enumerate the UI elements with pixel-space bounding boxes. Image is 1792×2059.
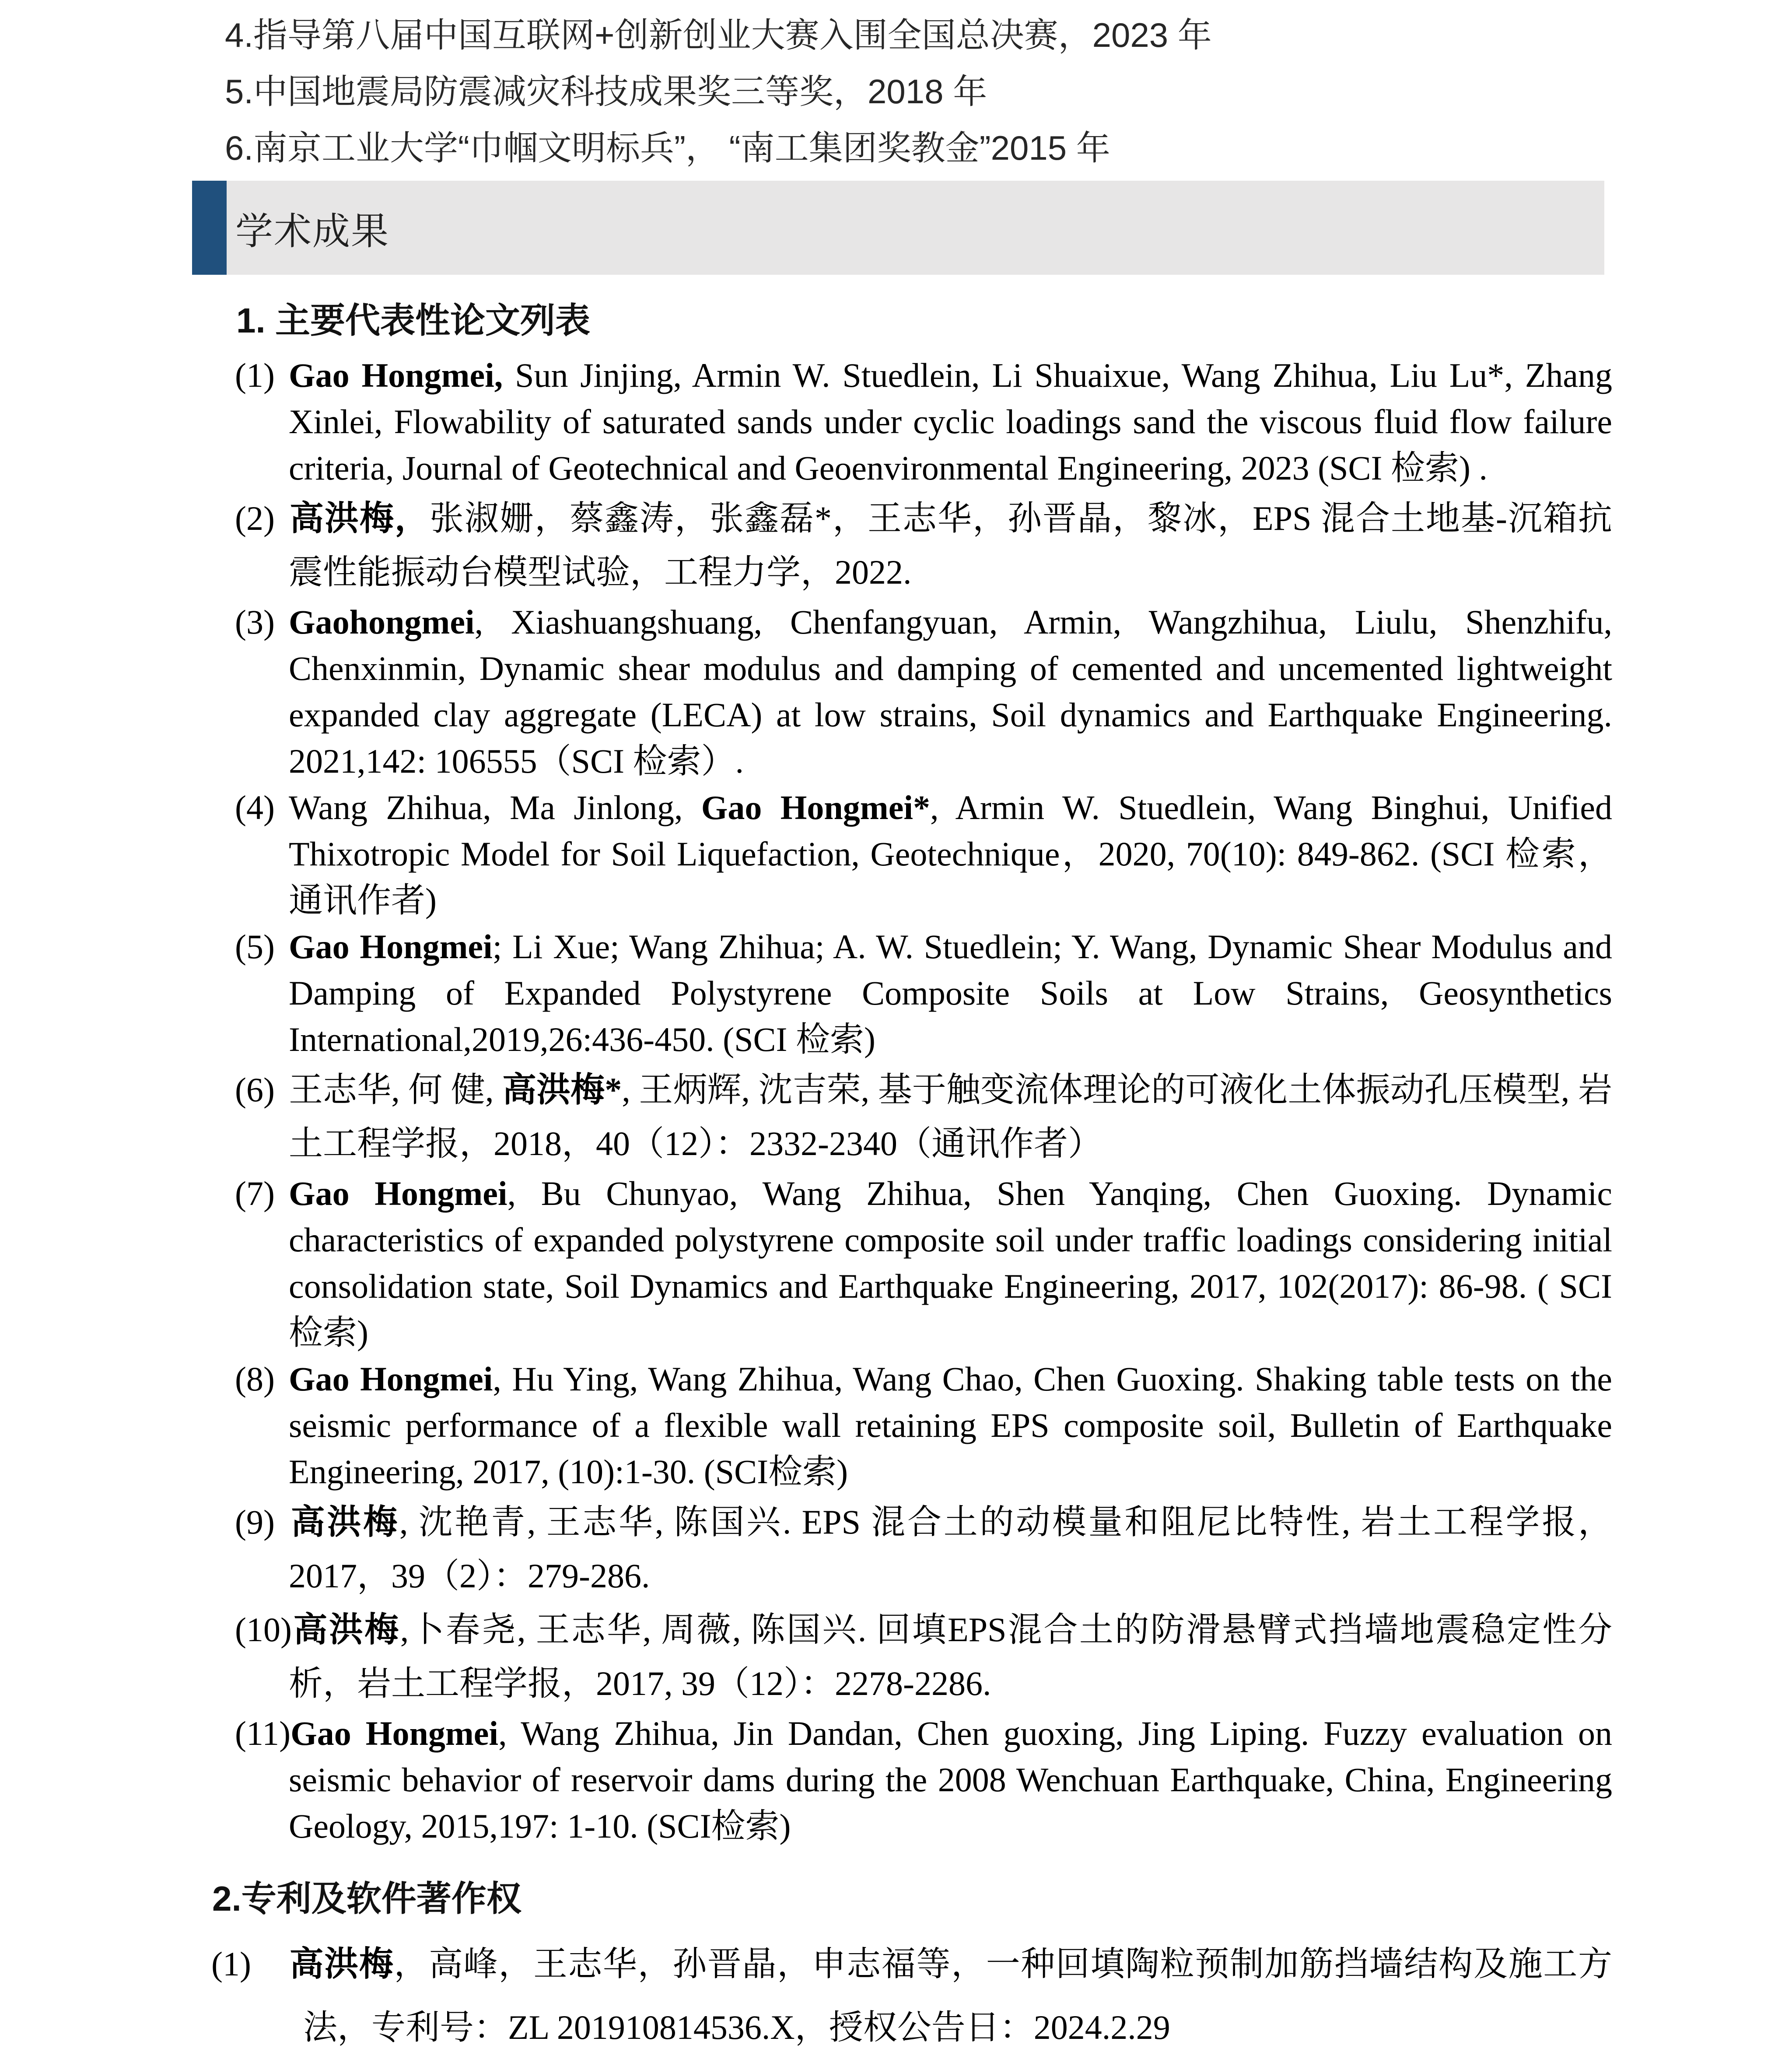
publication-1-text: Sun Jinjing, Armin W. Stuedlein, Li Shuaixue, Wang Zhihua, Liu Lu*, Zhang Xinlei, Flowability of saturated sands under cyclic loadings sand the viscous fluid flow failure criteria, Journal of Geotechnical and Geoenvironmental Engineering, 2023 (SCI 检索) . xyxy=(289,356,1612,487)
publication-2-text: 张淑姗，蔡鑫涛，张鑫磊*，王志华，孙晋晶，黎冰，EPS 混合土地基-沉箱抗震性能振动台模型试验，工程力学，2022. xyxy=(289,499,1612,591)
publication-7-number: (7) xyxy=(235,1174,275,1212)
patent-1 xyxy=(211,1932,1612,2059)
papers-list-heading: 1. 主要代表性论文列表 xyxy=(236,301,590,340)
publication-8-number: (8) xyxy=(235,1360,275,1398)
patent-1-text: ，高峰，王志华，孙晋晶，申志福等，一种回填陶粒预制加筋挡墙结构及施工方法，专利号：ZL 201910814536.X，授权公告日：2024.2.29 xyxy=(303,1945,1612,2046)
section-title: 学术成果 xyxy=(235,210,389,252)
patent-1-number: (1) xyxy=(211,1945,251,1983)
publication-6-author-bold: 高洪梅* xyxy=(502,1071,622,1109)
publication-4-author-bold: Gao Hongmei* xyxy=(701,788,931,826)
publication-5 xyxy=(235,924,1612,1063)
publication-3-number: (3) xyxy=(235,603,275,641)
publication-10 xyxy=(235,1603,1612,1710)
publication-11 xyxy=(235,1710,1612,1849)
publication-7-author-bold: Gao Hongmei xyxy=(289,1174,508,1212)
publication-4-prefix: Wang Zhihua, Ma Jinlong, xyxy=(289,788,701,826)
publication-11-text: , Wang Zhihua, Jin Dandan, Chen guoxing, Jing Liping. Fuzzy evaluation on seismic behavior of reservoir dams during the 2008 Wenchuan Earthquake, China, Engineering Geology, 2015,197: 1-10. (SCI检索) xyxy=(289,1714,1612,1845)
publication-8 xyxy=(235,1356,1612,1495)
award-item-5: 5.中国地震局防震减灾科技成果奖三等奖，2018 年 xyxy=(225,72,987,111)
publication-11-author-bold: Gao Hongmei xyxy=(290,1714,499,1752)
publication-6-number: (6) xyxy=(235,1071,275,1109)
publication-7 xyxy=(235,1170,1612,1356)
publication-2-author-bold: 高洪梅， xyxy=(289,499,430,537)
publication-8-text: , Hu Ying, Wang Zhihua, Wang Chao, Chen Guoxing. Shaking table tests on the seismic performance of a flexible wall retaining EPS composite soil, Bulletin of Earthquake Engineering, 2017, (10):1-30. (SCI检索) xyxy=(289,1360,1612,1491)
publication-10-author-bold: 高洪梅 xyxy=(291,1611,400,1649)
award-item-6: 6.南京工业大学“巾帼文明标兵”， “南工集团奖教金”2015 年 xyxy=(225,129,1110,167)
publication-4-text: , Armin W. Stuedlein, Wang Binghui, Unified Thixotropic Model for Soil Liquefaction, Geotechnique，2020, 70(10): 849-862. (SCI 检索，通讯作者) xyxy=(289,788,1612,919)
publication-1-number: (1) xyxy=(235,356,275,394)
publication-10-number: (10) xyxy=(235,1611,292,1649)
publication-9-author-bold: 高洪梅 xyxy=(289,1503,399,1541)
publication-4-number: (4) xyxy=(235,788,275,826)
publication-4 xyxy=(235,784,1612,924)
publication-6 xyxy=(235,1063,1612,1170)
award-item-4: 4.指导第八届中国互联网+创新创业大赛入围全国总决赛，2023 年 xyxy=(225,16,1212,54)
publication-3-author-bold: Gaohongmei xyxy=(289,603,475,641)
section-header-academic-achievements xyxy=(192,181,1604,275)
publication-7-text: , Bu Chunyao, Wang Zhihua, Shen Yanqing, Chen Guoxing. Dynamic characteristics of expanded polystyrene composite soil under traffic loadings considering initial consolidation state, Soil Dynamics and Earthquake Engineering, 2017, 102(2017): 86-98. ( SCI检索) xyxy=(289,1174,1612,1352)
publication-9 xyxy=(235,1495,1612,1603)
publication-1-author-bold: Gao Hongmei, xyxy=(289,356,503,394)
publication-5-text: ; Li Xue; Wang Zhihua; A. W. Stuedlein; Y. Wang, Dynamic Shear Modulus and Damping of Expanded Polystyrene Composite Soils at Low Strains, Geosynthetics International,2019,26:436-450. (SCI 检索) xyxy=(289,928,1612,1058)
publication-6-text: , 王炳辉, 沈吉荣, 基于触变流体理论的可液化土体振动孔压模型, 岩土工程学报，2018，40（12）：2332-2340（通讯作者） xyxy=(289,1071,1612,1163)
patent-1-author-bold: 高洪梅 xyxy=(289,1945,394,1983)
publication-6-prefix: 王志华, 何 健, xyxy=(289,1071,503,1109)
publications-list xyxy=(235,352,1612,1849)
publication-5-number: (5) xyxy=(235,928,275,966)
publication-9-number: (9) xyxy=(235,1503,275,1541)
accent-bar xyxy=(192,181,227,275)
publication-11-number: (11) xyxy=(235,1714,291,1752)
publication-1 xyxy=(235,352,1612,491)
publication-10-text: ,卜春尧, 王志华, 周薇, 陈国兴. 回填EPS混合土的防滑悬臂式挡墙地震稳定性分析，岩土工程学报，2017, 39（12）：2278-2286. xyxy=(289,1611,1612,1702)
awards-list xyxy=(225,7,1792,176)
publication-3-text: , Xiashuangshuang, Chenfangyuan, Armin, Wangzhihua, Liulu, Shenzhifu, Chenxinmin, Dynamic shear modulus and damping of cemented and uncemented lightweight expanded clay aggregate (LECA) at low strains, Soil dynamics and Earthquake Engineering. 2021,142: 106555（SCI 检索）. xyxy=(289,603,1612,780)
publication-2-number: (2) xyxy=(235,499,275,537)
section-title-wrap xyxy=(227,181,1604,275)
publication-5-author-bold: Gao Hongmei xyxy=(289,928,493,966)
publication-9-text: , 沈艳青, 王志华, 陈国兴. EPS 混合土的动模量和阻尼比特性, 岩土工程学报，2017，39（2）：279-286. xyxy=(289,1503,1612,1595)
publication-3 xyxy=(235,599,1612,784)
patents-heading: 2.专利及软件著作权 xyxy=(212,1879,522,1918)
publication-8-author-bold: Gao Hongmei xyxy=(289,1360,493,1398)
publication-2 xyxy=(235,491,1612,599)
